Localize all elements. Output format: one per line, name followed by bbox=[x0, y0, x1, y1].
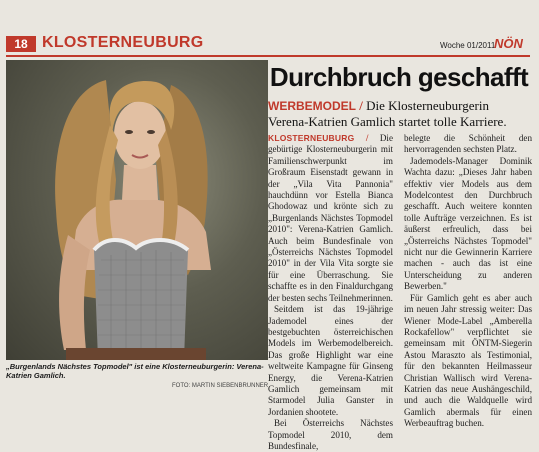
dateline-slash: / bbox=[354, 133, 380, 143]
photo-credit: FOTO: MARTIN SIEBENBRUNNER bbox=[172, 383, 269, 389]
deck-text: Die Klosterneuburgerin Verena-Katrien Gamlich startet tolle Karriere. bbox=[268, 98, 507, 129]
dateline: KLOSTERNEUBURG bbox=[268, 133, 355, 143]
paragraph: Bei Österreichs Nächstes Topmodel 2010, dem Bundesfinale, bbox=[268, 418, 393, 451]
kicker: WERBEMODEL bbox=[268, 99, 356, 113]
page-number: 18 bbox=[6, 36, 36, 52]
photo-caption: „Burgenlands Nächstes Topmodel" ist eine Klosterneuburgerin: Verena-Katrien Gamlich. bbox=[6, 362, 264, 380]
kicker-slash: / bbox=[359, 98, 367, 113]
model-illustration bbox=[6, 60, 268, 360]
body-column-2 bbox=[404, 133, 532, 430]
paragraph bbox=[268, 133, 393, 304]
body-column-1 bbox=[268, 133, 393, 452]
issue-label: Woche 01/2011 bbox=[440, 41, 496, 50]
paragraph-text: Die gebürtige Klosterneuburgerin mit Familienschwerpunkt im Großraum Eisenstadt gewann in der „Vila Vita Pannonia" hauchdünn vor Estella Bianca Ghodowaz und krönte sich zu „Burgenlands Nächstes Topmodel 2010": Verena-Katrien Gamlich. Auch beim Bundesfinale von „Österreichs Nächstes Topmodel 2010" in der Vila Vita sorgte sie für eine Überraschung. Sie schaffte es in den Finaldurchgang der besten sechs Teilnehmerinnen. bbox=[268, 133, 393, 303]
header-rule bbox=[6, 55, 530, 57]
section-title: KLOSTERNEUBURG bbox=[42, 34, 204, 51]
paragraph: Seitdem ist das 19-jährige Jademodel eines der bestgebuchten österreichischen Models im Werbemodelbereich. Das große Highlight war eine weltweite Kampagne für Ginseng Energy, die Verena-Katrien Gamlich gemeinsam mit Starmodel Julia Ganster in Jordanien shootete. bbox=[268, 304, 393, 417]
deck bbox=[268, 98, 530, 130]
publication-logo: NÖN bbox=[494, 36, 523, 51]
paragraph: Für Gamlich geht es aber auch im neuen Jahr stressig weiter: Das Wiener Mode-Label „Amberella Rockafellow" verpflichtet sie gemeinsam mit ÖNTM-Siegerin Astou Maraszto als Testimonial, für den bekannten Heilmasseur Christian Wallisch wird Verena-Katrien das neue Aushängeschild, und auch die Waldquelle wird Gamlich abermals für einen Werbeauftrag buchen. bbox=[404, 292, 532, 429]
model-photo bbox=[6, 60, 268, 360]
paragraph: belegte die Schönheit den hervorragenden sechsten Platz. bbox=[404, 133, 532, 155]
headline: Durchbruch geschafft bbox=[269, 62, 529, 92]
paragraph: Jademodels-Manager Dominik Wachta dazu: „Dieses Jahr haben effektiv vier Models aus dem Modelcontest den Durchbruch geschafft. Auch weitere konnten tolle Aufträge verzeichnen. Es ist äußerst erfreulich, dass bei „Österreichs Nächstes Topmodel" nicht nur die Gewinnerin Karriere machen - auch das ist eine Unterscheidung zu anderen Bewerben." bbox=[404, 155, 532, 292]
